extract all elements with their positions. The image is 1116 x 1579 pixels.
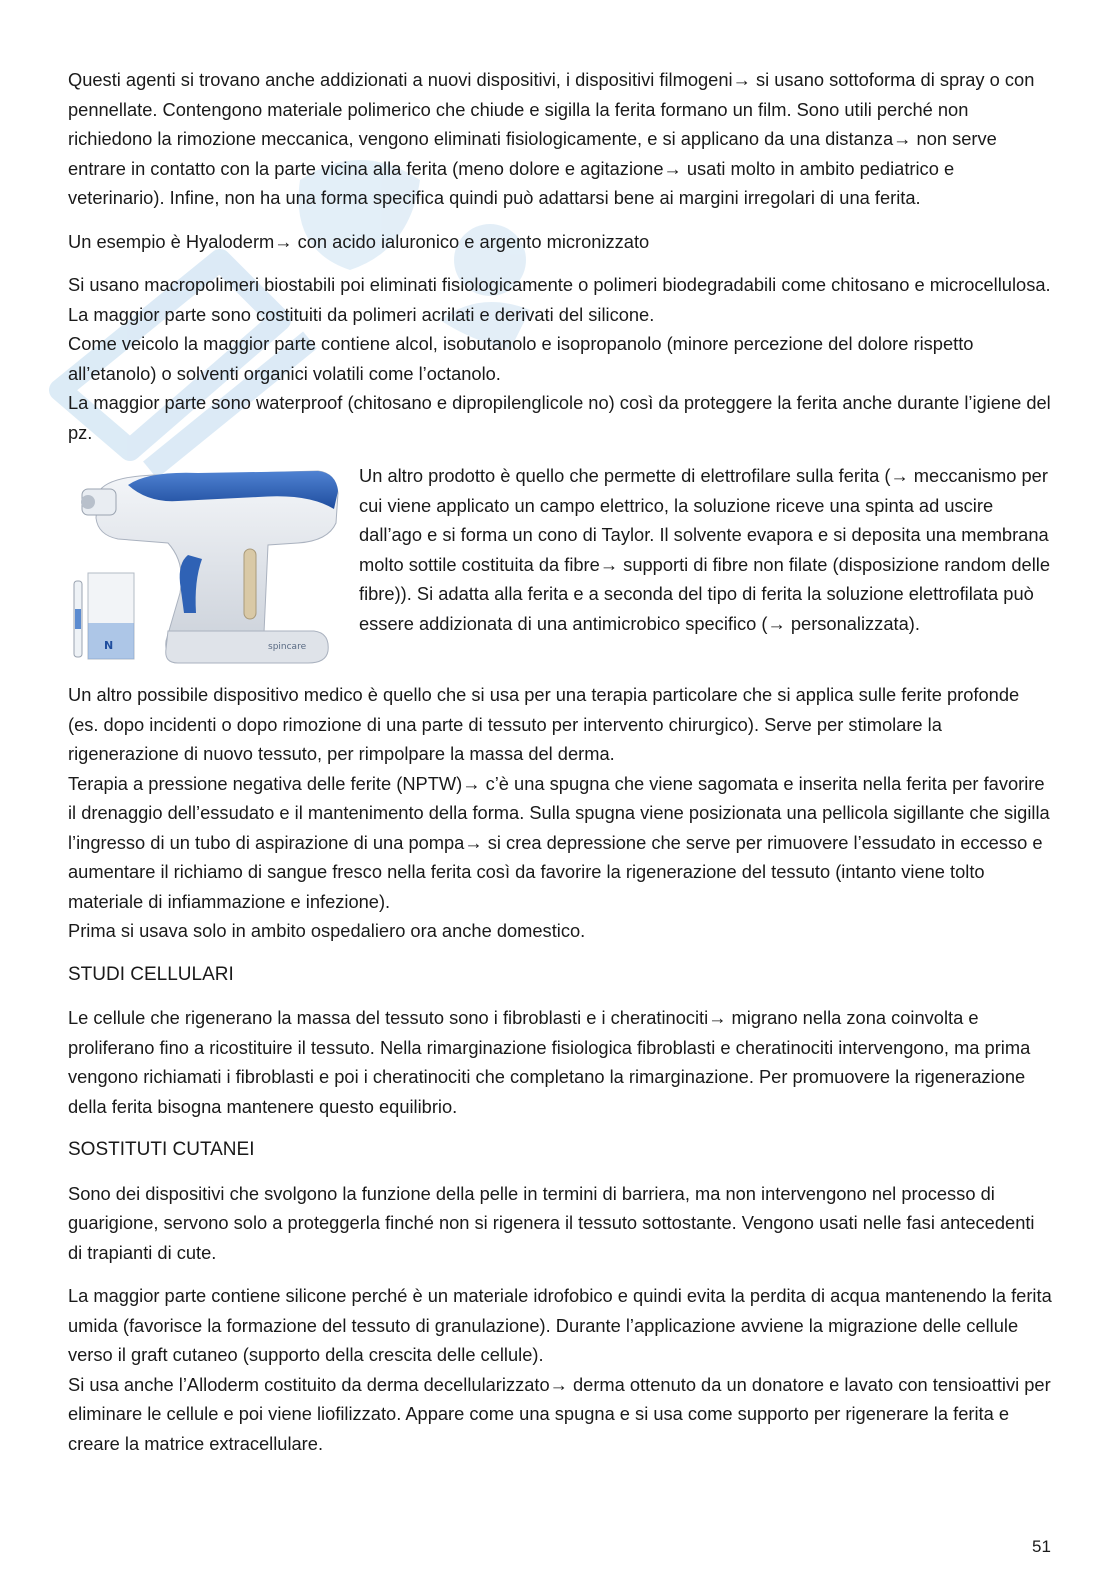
box-label: N xyxy=(104,639,114,652)
sostituti-paragraph-1: Sono dei dispositivi che svolgono la funzione della pelle in termini di barriera, ma non intervengono nel processo di guarigione, servono solo a proteggerla finché non si rigenera il tessuto sottostante. Vengono usati nelle fasi antecedenti di trapianti di cute. xyxy=(68,1182,1035,1263)
nptw-line-3: Prima si usava solo in ambito ospedaliero ora anche domestico. xyxy=(68,920,586,941)
electrospinning-device-icon xyxy=(68,463,343,668)
polymers-line-1: Si usano macropolimeri biostabili poi eliminati fisiologicamente o polimeri biodegradabili come chitosano e microcellulosa. La maggior parte sono costituiti da polimeri acrilati e derivati del silicone. xyxy=(68,274,1051,325)
studi-cellulari-paragraph: Le cellule che rigenerano la massa del tessuto sono i fibroblasti e i cheratinociti→ migrano nella zona coinvolta e proliferano fino a ricostituire il tessuto. Nella rimarginazione fisiologica fibroblasti e cheratinociti intervengono, ma prima vengono richiamati i fibroblasti e poi i cheratinociti che completano la rimarginazione. Per promuovere la rigenerazione della ferita bisogna mantenere questo equilibrio. xyxy=(68,1007,1031,1117)
nptw-line-1: Un altro possibile dispositivo medico è quello che si usa per una terapia particolare che si applica sulle ferite profonde (es. dopo incidenti o dopo rimozione di una parte di tessuto per intervento chirurgico). Serve per stimolare la rigenerazione di nuovo tessuto, per rimpolpare la massa del derma. xyxy=(68,684,1020,764)
filmogeni-paragraph: Questi agenti si trovano anche addizionati a nuovi dispositivi, i dispositivi filmogeni→ si usano sottoforma di spray o con pennellate. Contengono materiale polimerico che chiude e sigilla la ferita formano un film. Sono utili perché non richiedono la rimozione meccanica, vengono eliminati fisiologicamente, e si applicano da una distanza→ non serve entrare in contatto con la parte vicina alla ferita (meno dolore e agitazione→ usati molto in ambito pediatrico e veterinario). Infine, non ha una forma specifica quindi può adattarsi bene ai margini irregolari di una ferita. xyxy=(68,69,1035,208)
polymers-line-2: Come veicolo la maggior parte contiene alcol, isobutanolo e isopropanolo (minore percezione del dolore rispetto all’etanolo) o solventi organici volatili come l’octanolo. xyxy=(68,333,974,384)
polymers-paragraph xyxy=(68,270,1053,447)
electrospinning-text: Un altro prodotto è quello che permette di elettrofilare sulla ferita (→ meccanismo per cui viene applicato un campo elettrico, la soluzione riceve una spinta ad uscire dall’ago e si forma un cono di Taylor. Il solvente evapora e si deposita una membrana molto sottile costituita da fibre→ supporti di fibre non filate (disposizione random delle fibre)). Si adatta alla ferita e a seconda del tipo di ferita la soluzione elettrofilata può essere addizionata di una antimicrobico specifico (→ personalizzata). xyxy=(359,465,1050,634)
device-brand-label: spincare xyxy=(268,642,307,652)
sostituti-cutanei-heading: SOSTITUTI CUTANEI xyxy=(68,1139,255,1160)
alloderm-line: Si usa anche l’Alloderm costituito da derma decellularizzato→ derma ottenuto da un donatore e lavato con tensioattivi per eliminare le cellule e poi viene liofilizzato. Appare come una spugna e si usa come supporto per rigenerare la ferita e creare la matrice extracellulare. xyxy=(68,1373,1051,1454)
sostituti-paragraph-2 xyxy=(68,1281,1053,1458)
page-number: 51 xyxy=(1032,1537,1051,1556)
polymers-line-3: La maggior parte sono waterproof (chitosano e dipropilenglicole no) così da proteggere la ferita anche durante l’igiene del pz. xyxy=(68,392,1051,443)
studi-cellulari-heading: STUDI CELLULARI xyxy=(68,963,234,985)
nptw-line-2: Terapia a pressione negativa delle ferite (NPTW)→ c’è una spugna che viene sagomata e inserita nella ferita per favorire il drenaggio dell’essudato e il mantenimento della forma. Sulla spugna viene posizionata una pellicola sigillante che sigilla l’ingresso di un tubo di aspirazione di una pompa→ si crea depressione che serve per rimuovere l’essudato in eccesso e aumentare il richiamo di sangue fresco nella ferita così da favorire la rigenerazione del tessuto (intanto viene tolto materiale di infiammazione e infezione). xyxy=(68,772,1050,912)
silicone-line: La maggior parte contiene silicone perché è un materiale idrofobico e quindi evita la perdita di acqua mantenendo la ferita umida (favorisce la formazione del tessuto di granulazione). Durante l’applicazione avviene la migrazione delle cellule verso il graft cutaneo (supporto della crescita delle cellule). xyxy=(68,1285,1052,1365)
nptw-paragraph xyxy=(68,680,1053,946)
document-page xyxy=(68,65,1053,1472)
electrospinning-figure xyxy=(68,461,1053,668)
hyaloderm-paragraph: Un esempio è Hyaloderm→ con acido ialuronico e argento micronizzato xyxy=(68,230,650,252)
